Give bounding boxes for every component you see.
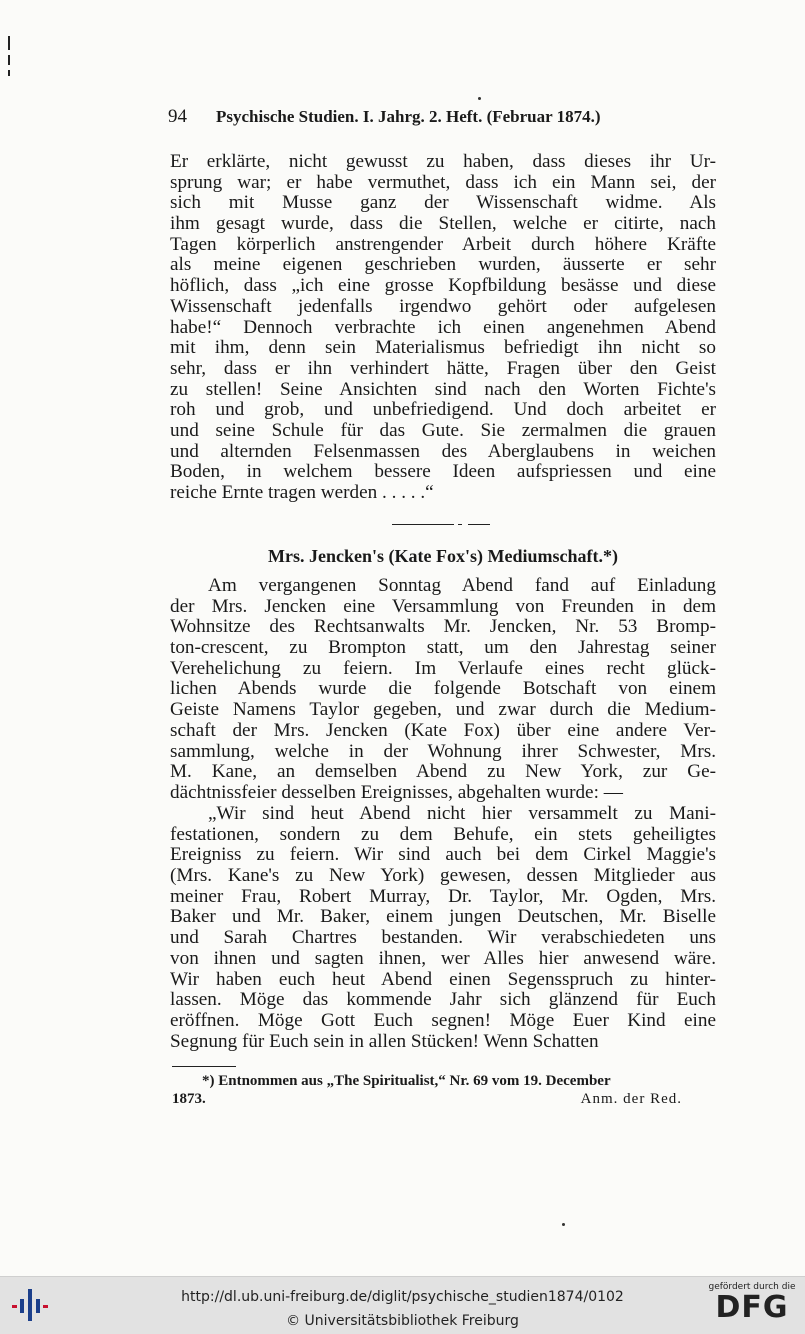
- text-line: festationen, sondern zu dem Behufe, ein stets geheiligtes: [170, 824, 716, 845]
- scan-margin-mark: [8, 36, 10, 50]
- text-line: Wohnsitze des Rechtsanwalts Mr. Jencken, Nr. 53 Bromp-: [170, 617, 716, 638]
- text-line: als meine eigenen geschrieben wurden, äusserte er sehr: [170, 255, 716, 276]
- text-line: eröffnen. Möge Gott Euch segnen! Möge Euer Kind eine: [170, 1010, 716, 1031]
- footnote-year: 1873.: [172, 1091, 206, 1107]
- text-line: ihm gesagt wurde, dass die Stellen, welche er citirte, nach: [170, 214, 716, 235]
- text-line: „Wir sind heut Abend nicht hier versammelt zu Mani-: [208, 804, 716, 824]
- text-line: Wir haben euch heut Abend einen Segensspruch zu hinter-: [170, 969, 716, 990]
- paragraph-3: [170, 804, 716, 1052]
- scan-speck: [562, 1223, 565, 1226]
- copyright-notice: © Universitätsbibliothek Freiburg: [286, 1313, 519, 1329]
- scan-margin-mark: [8, 70, 10, 76]
- text-line: zu stellen! Seine Ansichten sind nach den Worten Fichte's: [170, 379, 716, 400]
- text-line: mit ihm, denn sein Materialismus befriedigt ihn nicht so: [170, 338, 716, 359]
- text-line: Er erklärte, nicht gewusst zu haben, dass dieses ihr Ur-: [170, 152, 716, 172]
- text-line: habe!“ Dennoch verbrachte ich einen angenehmen Abend: [170, 317, 716, 338]
- scan-speck: [478, 97, 481, 100]
- editor-note: Anm. der Red.: [580, 1091, 682, 1107]
- text-line: der Mrs. Jencken eine Versammlung von Freunden in dem: [170, 596, 716, 617]
- text-line: ton-crescent, zu Brompton statt, um den Jahrestag seiner: [170, 638, 716, 659]
- text-line: schaft der Mrs. Jencken (Kate Fox) über eine andere Ver-: [170, 720, 716, 741]
- text-line: lassen. Möge das kommende Jahr sich glänzend für Euch: [170, 990, 716, 1011]
- footnote-rule: [172, 1066, 236, 1067]
- text-line: meiner Frau, Robert Murray, Dr. Taylor, Mr. Ogden, Mrs.: [170, 886, 716, 907]
- paragraph-2: [170, 576, 716, 804]
- section-divider: [458, 524, 462, 525]
- text-line: Tagen körperlich anstrengender Arbeit durch höhere Kräfte: [170, 234, 716, 255]
- footnote: [172, 1072, 716, 1108]
- text-line: Verehelichung zu feiern. Im Verlaufe eines recht glück-: [170, 658, 716, 679]
- text-line: sprung war; er habe vermuthet, dass ich ein Mann sei, der: [170, 172, 716, 193]
- text-line: sich mit Musse ganz der Wissenschaft widme. Als: [170, 193, 716, 214]
- text-line: und alternden Felsenmassen des Aberglaubens in weichen: [170, 441, 716, 462]
- text-line: dächtnissfeier desselben Ereignisses, abgehalten wurde: —: [170, 782, 623, 803]
- section-title: Mrs. Jencken's (Kate Fox's) Mediumschaft.*): [268, 546, 618, 566]
- dfg-sponsor-text: gefördert durch die: [708, 1282, 796, 1292]
- text-line: (Mrs. Kane's zu New York) gewesen, dessen Mitglieder aus: [170, 866, 716, 887]
- text-line: reiche Ernte tragen werden . . . . .“: [170, 483, 434, 503]
- text-line: und Sarah Chartres bestanden. Wir verabschiedeten uns: [170, 928, 716, 949]
- text-line: M. Kane, an demselben Abend zu New York, zur Ge-: [170, 762, 716, 783]
- text-line: von ihnen und sagten ihnen, wer Alles hier anwesend wäre.: [170, 948, 716, 969]
- document-url-link[interactable]: http://dl.ub.uni-freiburg.de/diglit/psychische_studien1874/0102: [181, 1289, 624, 1305]
- text-line: Ereigniss zu feiern. Wir sind auch bei dem Cirkel Maggie's: [170, 845, 716, 866]
- dfg-logo[interactable]: [707, 1282, 797, 1330]
- text-line: sammlung, welche in der Wohnung ihrer Schwester, Mrs.: [170, 741, 716, 762]
- scan-margin-mark: [8, 55, 10, 65]
- running-header: [168, 106, 716, 132]
- section-divider: [392, 524, 454, 525]
- text-line: Am vergangenen Sonntag Abend fand auf Einladung: [208, 576, 716, 596]
- text-line: Boden, in welchem bessere Ideen aufspriessen und eine: [170, 462, 716, 483]
- section-divider: [468, 524, 490, 525]
- text-line: Segnung für Euch sein in allen Stücken! Wenn Schatten: [170, 1031, 599, 1052]
- text-line: Baker und Mr. Baker, einem jungen Deutschen, Mr. Biselle: [170, 907, 716, 928]
- footnote-line: *) Entnommen aus „The Spiritualist,“ Nr. 69 vom 19. December: [202, 1073, 611, 1089]
- text-line: Geiste Namens Taylor gegeben, und zwar durch die Medium-: [170, 700, 716, 721]
- text-line: lichen Abends wurde die folgende Botschaft von einem: [170, 679, 716, 700]
- text-line: und seine Schule für das Gute. Sie zermalmen die grauen: [170, 420, 716, 441]
- text-line: Wissenschaft jedenfalls irgendwo gehört oder aufgelesen: [170, 296, 716, 317]
- page-number: 94: [168, 106, 187, 127]
- text-line: höflich, dass „ich eine grosse Kopfbildung besässe und diese: [170, 276, 716, 297]
- running-title: Psychische Studien. I. Jahrg. 2. Heft. (Februar 1874.): [216, 107, 601, 126]
- dfg-wordmark: DFG: [715, 1290, 789, 1325]
- footer-bar: [0, 1276, 805, 1334]
- text-line: roh und grob, und unbefriedigend. Und doch arbeitet er: [170, 400, 716, 421]
- paragraph-1: [170, 152, 716, 504]
- text-line: sehr, dass er ihn verhindert hätte, Fragen über den Geist: [170, 358, 716, 379]
